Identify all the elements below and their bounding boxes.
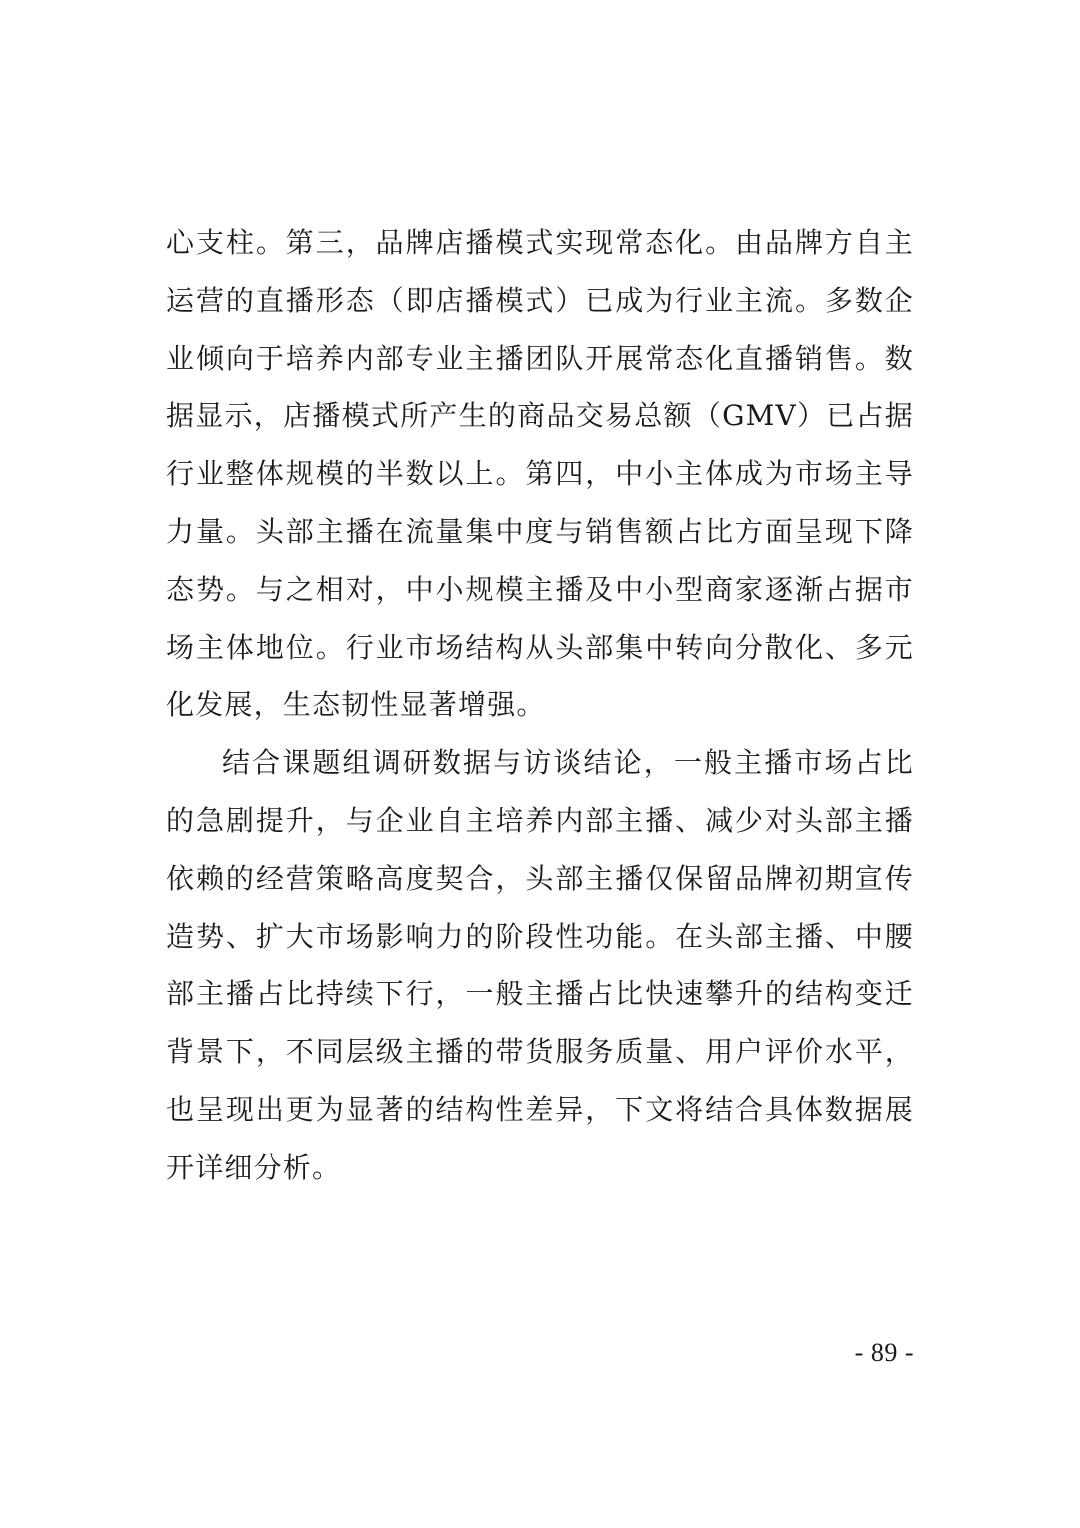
paragraph-continued: 心支柱。第三，品牌店播模式实现常态化。由品牌方自主运营的直播形态（即店播模式）已成为行业主流。多数企业倾向于培养内部专业主播团队开展常态化直播销售。数据显示，店播模式所产生的商品交易总额（GMV）已占据行业整体规模的半数以上。第四，中小主体成为市场主导力量。头部主播在流量集中度与销售额占比方面呈现下降态势。与之相对，中小规模主播及中小型商家逐渐占据市场主体地位。行业市场结构从头部集中转向分散化、多元化发展，生态韧性显著增强。: [166, 226, 914, 722]
paragraph-analysis: 结合课题组调研数据与访谈结论，一般主播市场占比的急剧提升，与企业自主培养内部主播、减少对头部主播依赖的经营策略高度契合，头部主播仅保留品牌初期宣传造势、扩大市场影响力的阶段性功能。在头部主播、中腰部主播占比持续下行，一般主播占比快速攀升的结构变迁背景下，不同层级主播的带货服务质量、用户评价水平，也呈现出更为显著的结构性差异，下文将结合具体数据展开详细分析。: [166, 746, 914, 1184]
page-number: - 89 -: [854, 1338, 914, 1367]
body-text: [166, 214, 914, 1197]
